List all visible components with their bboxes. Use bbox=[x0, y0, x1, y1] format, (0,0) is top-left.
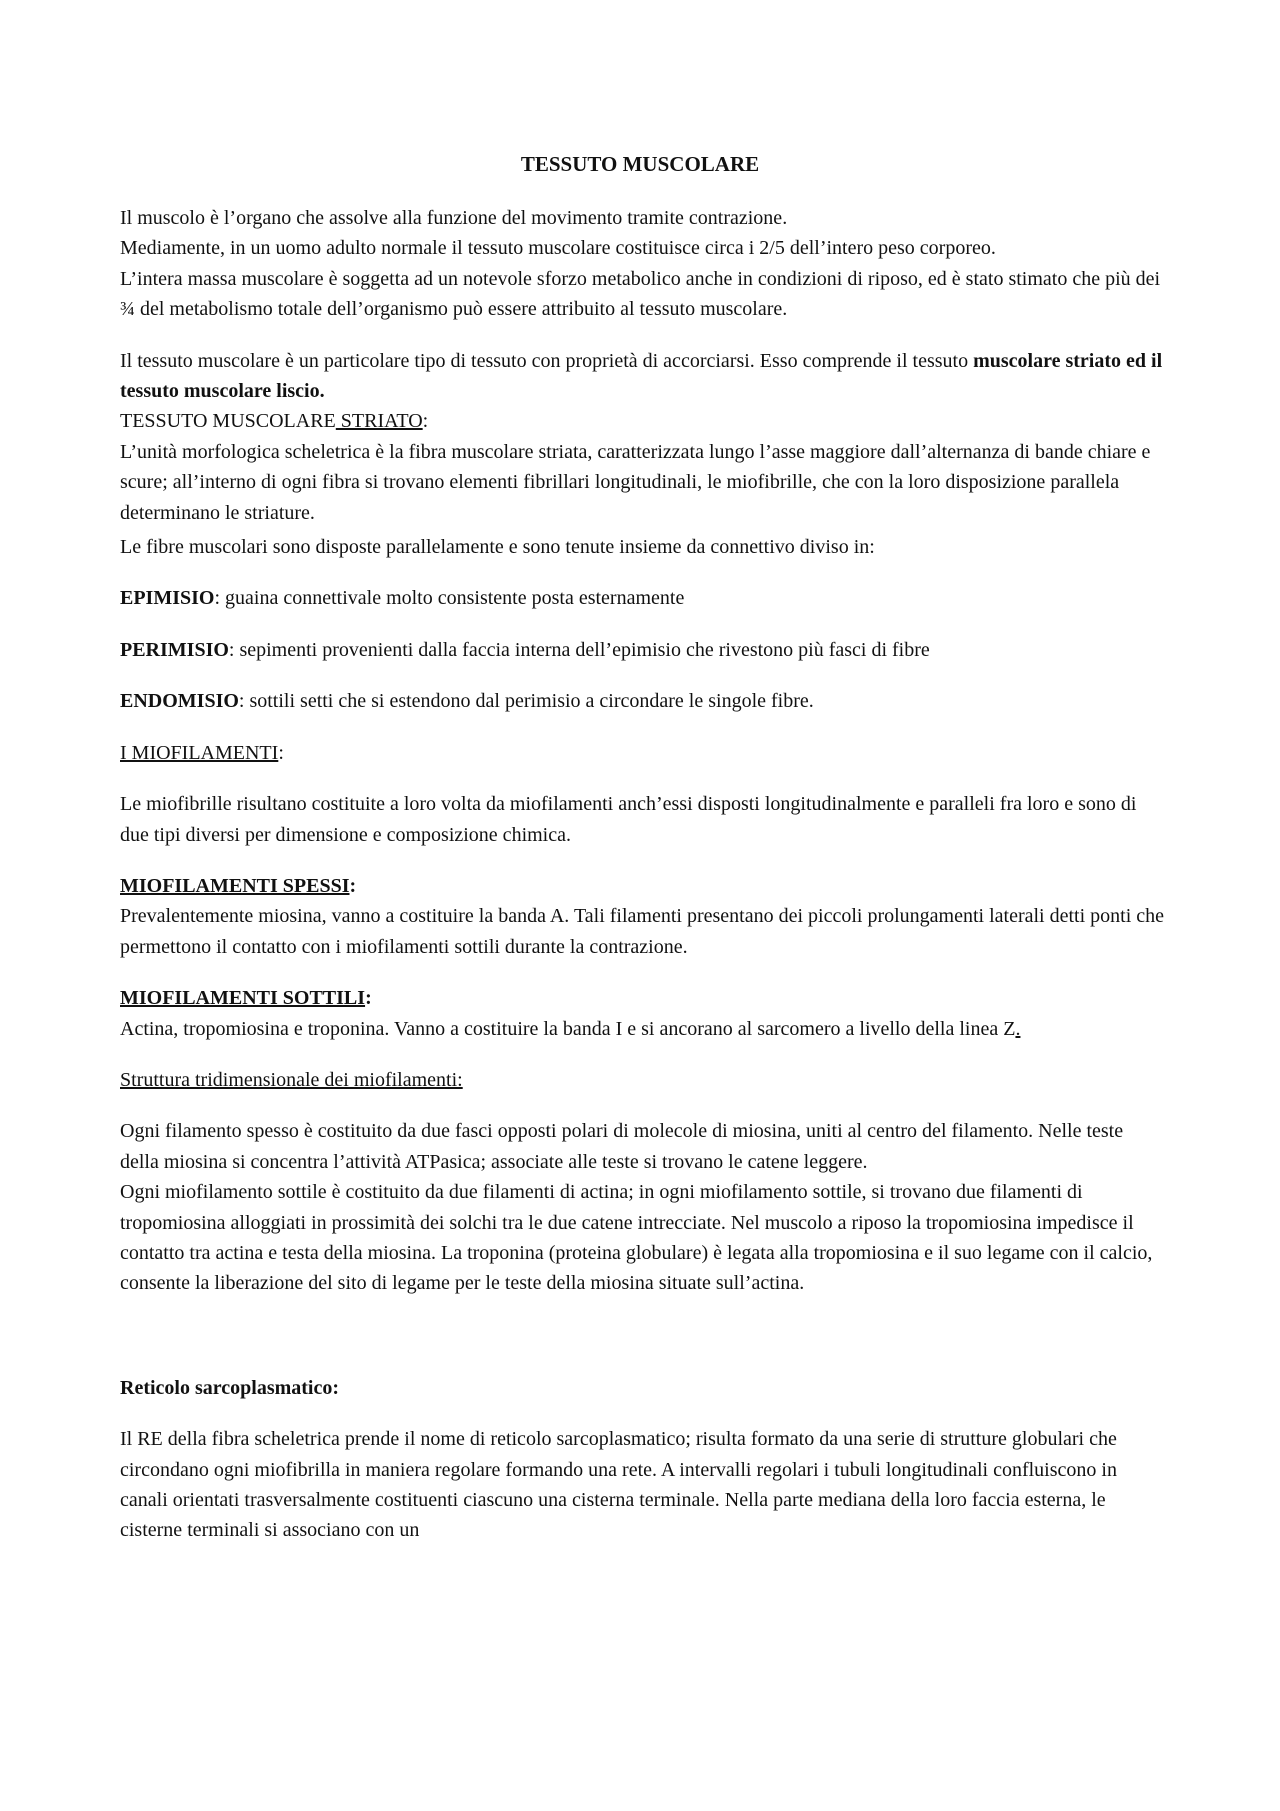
epimisio-definition: : guaina connettivale molto consistente posta esternamente bbox=[214, 587, 685, 610]
struttura-paragraph-2: Ogni miofilamento sottile è costituito da due filamenti di actina; in ogni miofilamento sottile, si trovano due filamenti di tropomiosina alloggiati in prossimità dei solchi tra le due catene intrecciate. Nel muscolo a riposo la tropomiosina impedisce il contatto tra actina e testa della miosina. La troponina (proteina globulare) è legata alla tropomiosina e il suo legame con il calcio, consente la liberazione del sito di legame per le teste della miosina situate sull’actina. bbox=[120, 1181, 1153, 1295]
sottili-paragraph bbox=[120, 1014, 1165, 1044]
striato-paragraph: L’unità morfologica scheletrica è la fibra muscolare striata, caratterizzata lungo l’asse maggiore dall’alternanza di bande chiare e scure; all’interno di ogni fibra si trovano elementi fibrillari longitudinali, le miofibrille, che con la loro disposizione parallela determinano le striature. bbox=[120, 440, 1151, 524]
spessi-heading-text: MIOFILAMENTI SPESSI bbox=[120, 874, 350, 897]
epimisio-item bbox=[120, 583, 1165, 613]
intro-line-2: Mediamente, in un uomo adulto normale il tessuto muscolare costituisce circa i 2/5 dell’intero peso corporeo. bbox=[120, 237, 996, 260]
reticolo-heading: Reticolo sarcoplasmatico: bbox=[120, 1376, 340, 1399]
spessi-heading bbox=[120, 871, 1165, 901]
perimisio-term: PERIMISIO bbox=[120, 638, 229, 661]
fibers-paragraph: Le fibre muscolari sono disposte parallelamente e sono tenute insieme da connettivo diviso in: bbox=[120, 536, 875, 559]
striato-heading bbox=[120, 406, 1165, 436]
reticolo-paragraph: Il RE della fibra scheletrica prende il nome di reticolo sarcoplasmatico; risulta formato da una serie di strutture globulari che circondano ogni miofibrilla in maniera regolare formando una rete. A intervalli regolari i tubuli longitudinali confluiscono in canali orientati trasversalmente costituenti ciascuno una cisterna terminale. Nella parte mediana della loro faccia esterna, le cisterne terminali si associano con un bbox=[120, 1428, 1117, 1542]
struttura-heading-text: Struttura tridimensionale dei miofilamenti: bbox=[120, 1068, 463, 1091]
intro-line-1: Il muscolo è l’organo che assolve alla funzione del movimento tramite contrazione. bbox=[120, 207, 788, 229]
endomisio-term: ENDOMISIO bbox=[120, 690, 239, 713]
sottili-text-end: . bbox=[1015, 1017, 1021, 1040]
endomisio-item bbox=[120, 686, 1165, 716]
tissue-types-paragraph bbox=[120, 346, 1165, 407]
endomisio-definition: : sottili setti che si estendono dal perimisio a circondare le singole fibre. bbox=[238, 690, 814, 713]
document-body bbox=[120, 203, 1165, 1546]
document-title: TESSUTO MUSCOLARE bbox=[520, 152, 760, 176]
sottili-heading-text: MIOFILAMENTI SOTTILI bbox=[120, 987, 366, 1010]
perimisio-item bbox=[120, 635, 1165, 665]
miofilamenti-heading-text: I MIOFILAMENTI bbox=[120, 741, 279, 764]
spessi-heading-colon: : bbox=[349, 874, 357, 897]
tissue-types-text: Il tessuto muscolare è un particolare tipo di tessuto con proprietà di accorciarsi. Esso comprende il tessuto bbox=[120, 349, 974, 372]
perimisio-definition: : sepimenti provenienti dalla faccia interna dell’epimisio che rivestono più fasci di fibre bbox=[228, 638, 930, 661]
striato-heading-colon: : bbox=[422, 410, 429, 433]
epimisio-term: EPIMISIO bbox=[120, 587, 215, 610]
intro-line-3: L’intera massa muscolare è soggetta ad un notevole sforzo metabolico anche in condizioni di riposo, ed è stato stimato che più dei ¾ del metabolismo totale dell’organismo può essere attribuito al tessuto muscolare. bbox=[120, 267, 1161, 321]
striato-heading-prefix: TESSUTO MUSCOLARE bbox=[120, 410, 336, 433]
tissue-types-bold: muscolare striato ed il tessuto muscolare liscio. bbox=[120, 349, 1163, 403]
spessi-paragraph: Prevalentemente miosina, vanno a costituire la banda A. Tali filamenti presentano dei piccoli prolungamenti laterali detti ponti che permettono il contatto con i miofilamenti sottili durante la contrazione. bbox=[120, 905, 1165, 958]
struttura-paragraph-1: Ogni filamento spesso è costituito da due fasci opposti polari di molecole di miosina, uniti al centro del filamento. Nelle teste della miosina si concentra l’attività ATPasica; associate alle teste si trovano le catene leggere. bbox=[120, 1120, 1124, 1173]
miofilamenti-paragraph: Le miofibrille risultano costituite a loro volta da miofilamenti anch’essi disposti longitudinalmente e paralleli fra loro e sono di due tipi diversi per dimensione e composizione chimica. bbox=[120, 793, 1137, 846]
miofilamenti-heading-colon: : bbox=[278, 741, 284, 764]
striato-heading-underlined: STRIATO bbox=[335, 410, 423, 433]
sottili-heading bbox=[120, 983, 1165, 1013]
sottili-heading-colon: : bbox=[365, 987, 372, 1010]
sottili-text: Actina, tropomiosina e troponina. Vanno a costituire la banda I e si ancorano al sarcomero a livello della linea Z bbox=[120, 1017, 1016, 1040]
miofilamenti-heading bbox=[120, 738, 1165, 768]
struttura-heading bbox=[120, 1065, 1165, 1095]
